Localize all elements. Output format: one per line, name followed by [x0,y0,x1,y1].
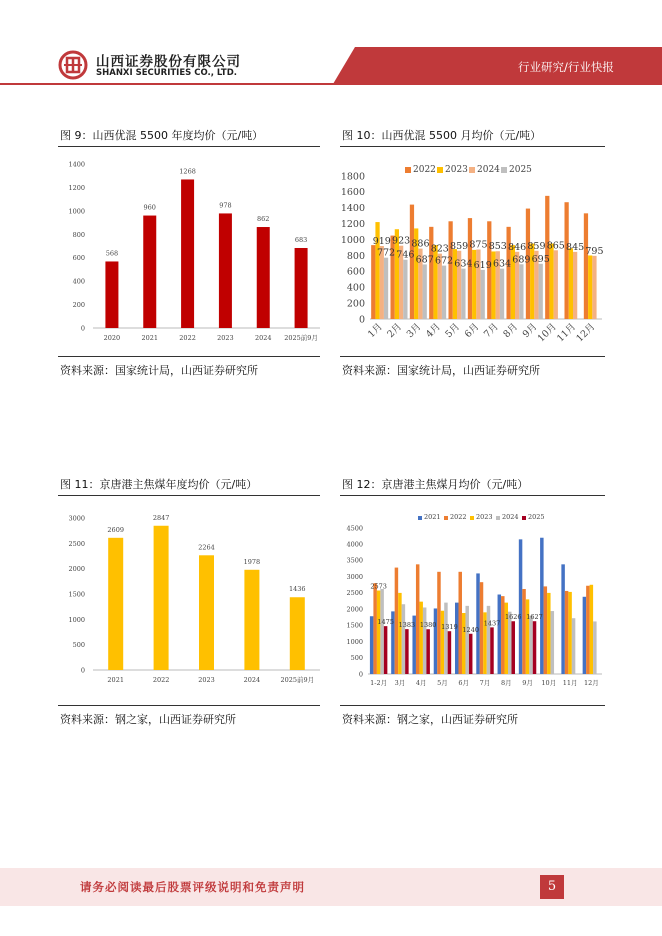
data-label: 2847 [152,513,170,522]
data-label: 886 [411,238,430,250]
y-tick-label: 1000 [68,615,85,624]
legend-swatch [522,516,526,520]
y-tick-label: 600 [346,266,365,278]
x-tick-label: 2024 [243,676,261,684]
x-tick-label: 2020 [103,334,121,342]
data-label: 2264 [198,543,215,552]
x-tick-label: 2月 [385,321,405,341]
data-label: 919 [372,235,391,247]
bar-2022 [506,227,510,319]
bar-2022 [480,582,483,674]
bar-2023 [568,592,571,674]
data-label: 865 [546,240,565,252]
bar [105,261,118,328]
bar-2025 [426,629,429,674]
logo-icon [58,50,88,80]
x-tick-label: 2025前9月 [284,334,318,342]
header-band-slant [333,47,355,84]
bar [143,216,156,328]
y-tick-label: 2500 [68,539,85,548]
bar-2021 [498,595,501,674]
bar [154,526,169,670]
bar [219,213,232,328]
x-tick-label: 6月 [462,321,482,341]
report-type: 行业研究/行业快报 [518,60,614,74]
bar-2025 [403,260,407,319]
x-tick-label: 4月 [424,321,443,341]
data-label: 1978 [243,557,261,566]
bar-2024 [402,604,405,674]
bar-2021 [370,616,373,674]
legend-label: 2024 [477,165,500,175]
bar-2022 [448,221,452,319]
bar-2025 [384,626,387,674]
y-tick-label: 1200 [340,218,365,230]
data-label: 634 [492,258,512,270]
bar-2024 [573,252,577,319]
y-tick-label: 2000 [68,565,85,574]
bar-2025 [490,627,493,674]
data-label: 689 [512,254,531,266]
bar-2022 [564,202,568,319]
y-tick-label: 3000 [346,572,363,581]
y-tick-label: 1000 [346,637,363,646]
company-logo [58,50,88,80]
bar-2022 [416,564,419,674]
x-tick-label: 10月 [541,679,557,687]
bar-2022 [565,591,568,674]
data-label: 1268 [179,167,196,176]
legend-swatch [437,167,443,173]
x-tick-label: 2025前9月 [280,676,315,684]
bar [295,248,308,328]
fig12-chart [340,499,605,703]
legend-label: 2022 [450,513,467,521]
x-tick-label: 4月 [415,679,427,687]
data-label: 2609 [107,525,124,534]
bar-2023 [377,591,380,674]
y-tick-label: 0 [80,324,85,333]
data-label: 845 [566,241,585,253]
bar-2025 [423,264,427,319]
bar-2023 [462,613,465,674]
data-label: 978 [219,201,232,210]
fig12-top-rule [340,495,605,496]
bar-2025 [469,634,472,674]
data-label: 859 [527,240,546,252]
fig9-bottom-rule [58,356,320,357]
legend-swatch [418,516,422,520]
x-tick-label: 11月 [562,679,578,687]
bar-2025 [481,270,485,319]
y-tick-label: 500 [72,641,85,650]
data-label: 923 [392,235,411,247]
bar [108,538,123,670]
data-label: 619 [473,259,492,271]
y-tick-label: 1600 [340,187,365,199]
legend-label: 2024 [502,513,519,521]
x-tick-label: 2021 [107,676,124,684]
data-label: 687 [415,254,434,266]
bar-2025 [405,629,408,674]
fig12-title: 图 12：京唐港主焦煤月均价（元/吨） [342,478,529,491]
data-label: 1380 [419,621,437,630]
x-tick-label: 2023 [217,334,234,342]
bar-2023 [569,248,573,319]
data-label: 1626 [504,613,522,622]
data-label: 1627 [526,613,543,622]
bar-2025 [448,631,451,674]
bar-2022 [458,572,461,674]
header-rule [0,83,662,85]
y-tick-label: 500 [350,654,363,663]
x-tick-label: 3月 [404,321,424,341]
bar-2022 [586,586,589,674]
bar-2025 [500,269,504,319]
y-tick-label: 1400 [68,160,85,169]
data-label: 862 [257,215,270,224]
legend-label: 2023 [445,165,468,175]
legend-swatch [470,516,474,520]
y-tick-label: 0 [358,670,363,679]
y-tick-label: 1500 [68,590,85,599]
y-tick-label: 4000 [346,540,363,549]
fig10-source: 资料来源：国家统计局，山西证券研究所 [342,364,540,377]
bar-2022 [371,245,375,319]
y-tick-label: 1400 [340,203,365,215]
bar-2021 [434,608,437,674]
y-tick-label: 3500 [346,556,363,565]
bar-2021 [455,603,458,674]
data-label: 683 [294,235,308,244]
y-tick-label: 1000 [68,207,85,216]
header-band [355,47,662,84]
x-tick-label: 7月 [482,321,501,341]
data-label: 1437 [483,619,501,628]
bar-2022 [584,213,588,319]
x-tick-label: 1-2月 [370,679,388,687]
bar-2024 [465,606,468,674]
y-tick-label: 3000 [68,514,85,523]
data-label: 853 [488,241,507,253]
data-label: 859 [450,240,469,252]
bar-2024 [380,589,383,674]
fig11-source: 资料来源：钢之家，山西证券研究所 [60,713,236,726]
fig11-top-rule [58,495,320,496]
bar-2021 [519,539,522,674]
y-tick-label: 200 [346,298,365,310]
bar [181,179,194,328]
y-tick-label: 0 [358,314,365,326]
bar-2024 [592,256,596,319]
fig11-chart [58,499,320,703]
bar-2024 [529,616,532,674]
fig10-top-rule [340,146,605,147]
legend-swatch [405,167,411,173]
x-tick-label: 2021 [141,334,159,342]
bar-2023 [549,244,553,319]
data-label: 1475 [377,618,394,627]
data-label: 846 [508,241,527,253]
y-tick-label: 400 [346,282,365,294]
bar [199,555,214,670]
bar [244,570,259,670]
bar-2024 [444,603,447,674]
legend-swatch [496,516,500,520]
bar-2024 [487,606,490,674]
x-tick-label: 2022 [179,334,196,342]
bar-2023 [441,611,444,674]
fig10-title: 图 10：山西优混 5500 月均价（元/吨） [342,129,542,142]
bar-2025 [442,266,446,319]
y-tick-label: 400 [72,277,85,286]
x-tick-label: 2022 [152,676,170,684]
y-tick-label: 800 [72,230,85,239]
fig10-chart [340,150,605,354]
bar-2022 [501,596,504,674]
y-tick-label: 200 [72,301,85,310]
x-tick-label: 9月 [522,679,533,687]
x-tick-label: 6月 [458,679,470,687]
x-tick-label: 8月 [501,321,521,341]
legend-label: 2022 [413,165,436,175]
bar-2022 [522,589,525,674]
bar-2025 [539,264,543,319]
data-label: 823 [430,243,449,255]
bar-2021 [540,538,543,674]
company-name-cn: 山西证券股份有限公司 [96,54,241,70]
fig11-bottom-rule [58,705,320,706]
y-tick-label: 0 [80,666,85,675]
bar-2022 [429,227,433,319]
data-label: 1436 [289,585,306,594]
fig11-title: 图 11：京唐港主焦煤年度均价（元/吨） [60,478,258,491]
data-label: 634 [454,258,473,270]
bar-2021 [561,564,564,674]
bar-2022 [544,586,547,674]
fig9-title: 图 9：山西优混 5500 年度均价（元/吨） [60,129,264,142]
x-tick-label: 2024 [254,334,272,342]
bar-2022 [410,205,414,319]
bar-2025 [512,621,515,674]
x-tick-label: 12月 [574,321,598,345]
bar-2025 [533,621,536,674]
data-label: 695 [531,253,550,265]
legend-label: 2025 [528,513,545,521]
bar-2023 [590,585,593,674]
bar-2021 [476,573,479,674]
x-tick-label: 1月 [366,321,385,341]
x-tick-label: 5月 [437,679,448,687]
fig12-source: 资料来源：钢之家，山西证券研究所 [342,713,518,726]
data-label: 875 [469,239,488,251]
y-tick-label: 2500 [346,589,363,598]
y-tick-label: 1000 [340,234,365,246]
data-label: 2573 [370,582,387,591]
data-label: 772 [376,247,396,259]
fig10-bottom-rule [340,356,605,357]
legend-label: 2025 [509,165,532,175]
bar-2024 [554,250,558,319]
page-number: 5 [540,875,564,899]
legend-label: 2023 [476,513,493,521]
data-label: 795 [585,245,604,257]
bar-2024 [551,611,554,674]
company-name-en: SHANXI SECURITIES CO., LTD. [96,68,238,78]
legend-swatch [501,167,507,173]
y-tick-label: 800 [346,250,365,262]
data-label: 1240 [462,625,479,634]
bar-2024 [593,621,596,674]
x-tick-label: 5月 [443,321,463,341]
data-label: 568 [105,249,119,258]
data-label: 960 [143,203,156,212]
bar-2023 [398,593,401,674]
x-tick-label: 9月 [520,321,540,341]
bar [290,597,305,670]
fig12-bottom-rule [340,705,605,706]
bar-2023 [547,593,550,674]
bar-2021 [583,597,586,674]
x-tick-label: 2023 [198,676,215,684]
x-tick-label: 8月 [500,679,512,687]
footer-disclaimer[interactable]: 请务必阅读最后股票评级说明和免责声明 [80,880,305,894]
x-tick-label: 10月 [535,321,559,345]
fig9-source: 资料来源：国家统计局，山西证券研究所 [60,364,258,377]
bar-2024 [423,607,426,674]
legend-swatch [444,516,448,520]
data-label: 672 [434,255,454,267]
fig9-top-rule [58,146,320,147]
y-tick-label: 4500 [346,524,363,533]
bar-2023 [588,255,592,319]
bar-2022 [373,583,376,674]
x-tick-label: 3月 [394,679,406,687]
bar-2025 [384,258,388,319]
fig9-chart [58,150,320,354]
bar [257,227,270,328]
x-tick-label: 11月 [555,321,579,345]
data-label: 1383 [398,621,416,630]
bar-2025 [519,264,523,319]
y-tick-label: 1500 [346,621,363,630]
legend-label: 2021 [424,513,441,521]
y-tick-label: 2000 [346,605,363,614]
y-tick-label: 1800 [340,171,365,183]
data-label: 1319 [441,623,458,632]
bar-2025 [461,269,465,319]
y-tick-label: 1200 [68,183,85,192]
bar-2024 [572,618,575,674]
x-tick-label: 12月 [583,679,599,687]
bar-2023 [526,599,529,674]
y-tick-label: 600 [72,254,85,263]
data-label: 746 [396,249,415,261]
bar-2023 [419,602,422,674]
x-tick-label: 7月 [479,679,491,687]
legend-swatch [469,167,475,173]
